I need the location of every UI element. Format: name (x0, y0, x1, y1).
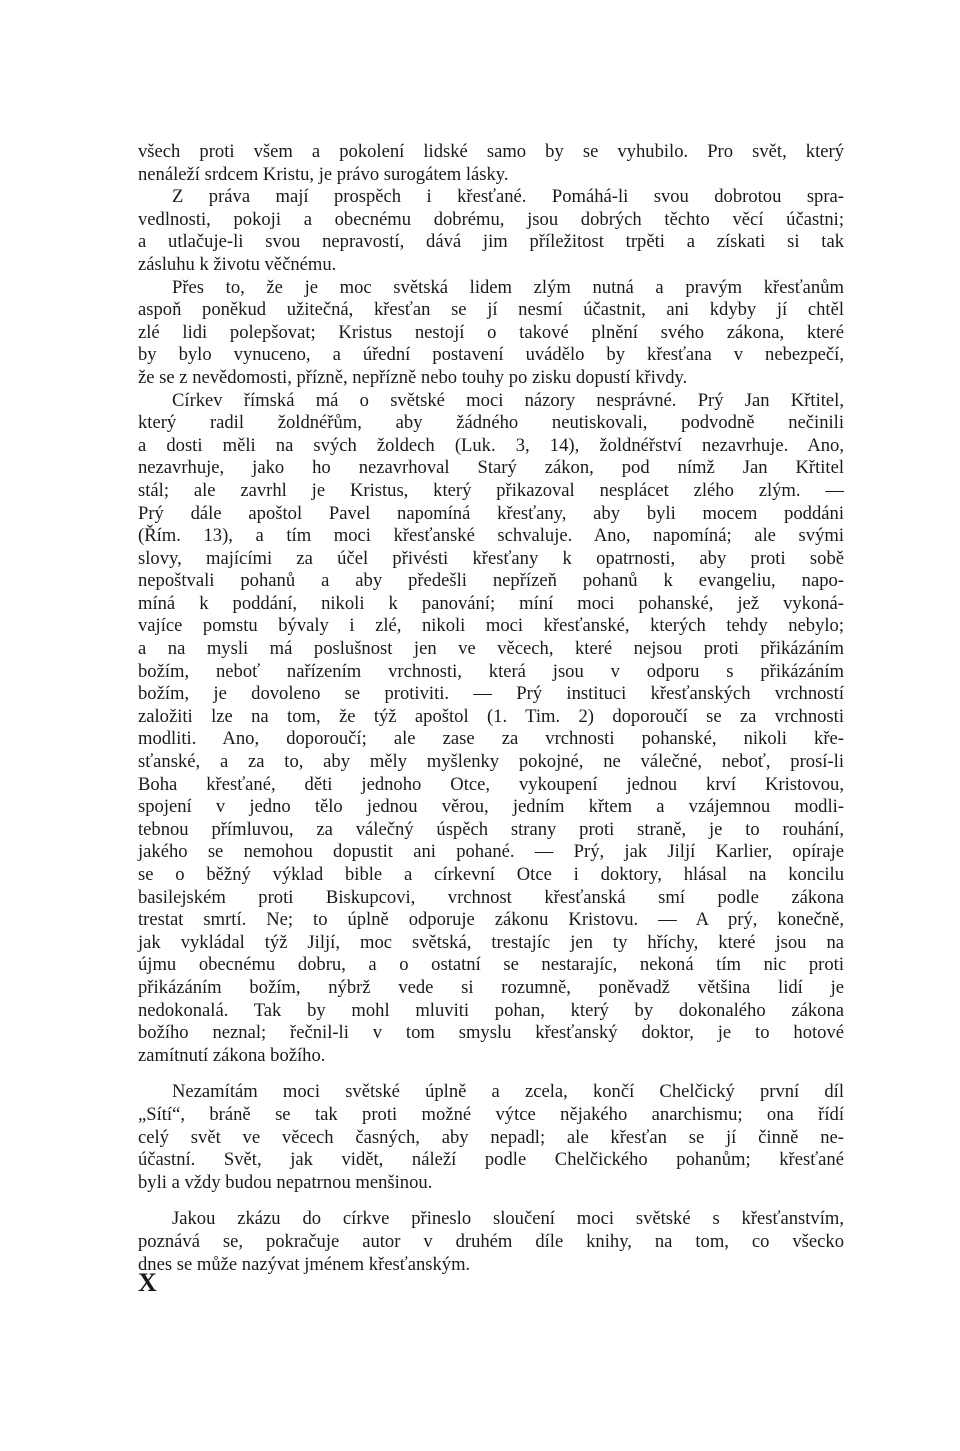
text-line: nepoštvali pohanů a aby předešli nepřízeň pohanů k evangeliu, napo- (138, 570, 844, 592)
text-line: jak vykládal týž Jiljí, moc světská, trestajíc jen ty hříchy, které jsou na (138, 931, 844, 953)
text-line: celý svět ve věcech časných, aby nepadl; ale křesťan se jí činně ne- (138, 1126, 844, 1148)
text-line: Jakou zkázu do církve přineslo sloučení moci světské s křesťanstvím, (172, 1208, 844, 1230)
text-line: zamítnutí zákona božího. (138, 1044, 326, 1066)
text-line: přikázáním božím, nýbrž vede si rozumně, poněvadž většina lidí je (138, 976, 844, 998)
text-line: nedokonalá. Tak by mohl mluviti pohan, který by dokonalého zákona (138, 999, 844, 1021)
text-line: spojení v jedno tělo jednou věrou, jedním křtem a vzájemnou modli- (138, 796, 844, 818)
text-line: božím, je dovoleno se protiviti. — Prý instituci křesťanských vrchností (138, 683, 844, 705)
text-line: založiti lze na tom, že týž apoštol (1. Tim. 2) doporoučí se za vrchnosti (138, 705, 844, 727)
text-line: Nezamítám moci světské úplně a zcela, končí Chelčický první díl (172, 1081, 844, 1103)
text-line: božího neznal; řečnil-li v tom smyslu křesťanský doktor, je to hotové (138, 1022, 844, 1044)
paragraph (138, 1081, 844, 1194)
text-line: Prý dále apoštol Pavel napomíná křesťany, aby byli mocem poddáni (138, 502, 844, 524)
text-line: trestat smrtí. Ne; to úplně odporuje zákonu Kristovu. — A prý, konečně, (138, 909, 844, 931)
text-line: újmu obecnému dobru, a o ostatní se nestarajíc, nekoná tím nic proti (138, 954, 844, 976)
paragraph-gap (138, 1194, 844, 1208)
paragraph (138, 141, 844, 186)
text-line: tebnou přímluvou, za válečný úspěch strany proti straně, je to rouhání, (138, 818, 844, 840)
text-line: Přes to, že je moc světská lidem zlým nutná a pravým křesťanům (172, 276, 844, 298)
text-line: dnes se může nazývat jménem křesťanským. (138, 1253, 471, 1275)
text-line: se o běžný výklad bible a církevní Otce i doktory, hlásal na koncilu (138, 864, 844, 885)
text-line: aspoň poněkud užitečná, křesťan se jí nesmí účastnit, ani kdyby jí chtěl (138, 299, 844, 321)
text-line: by bylo vynuceno, a úřední postavení uvádělo by křesťana v nebezpečí, (138, 344, 844, 366)
paragraph-gap (138, 1067, 844, 1081)
paragraph (138, 277, 844, 390)
text-line: vedlnosti, pokoji a obecnému dobrému, jsou dobrých těchto věcí účastni; (138, 208, 844, 230)
text-line: stál; ale zavrhl je Kristus, který přikazoval nesplácet zlého zlým. — (138, 479, 844, 501)
text-line: sťanské, a za to, aby měly myšlenky pokojné, ne válečné, neboť, prosí-li (138, 751, 844, 773)
text-line: Církev římská má o světské moci názory nesprávné. Prý Jan Křtitel, (172, 389, 844, 411)
text-line: všech proti všem a pokolení lidské samo by se vyhubilo. Pro svět, který (138, 141, 844, 162)
text-line: Boha křesťané, děti jednoho Otce, vykoupení jednou krví Kristovou, (138, 773, 844, 795)
text-line: a utlačuje-li svou nepravostí, dává jim příležitost trpěti a získati si tak (138, 231, 844, 253)
text-line: Z práva mají prospěch i křesťané. Pomáhá-li svou dobrotou spra- (172, 186, 844, 208)
text-line: basilejském proti Biskupcovi, vrchnost křesťanská smí podle zákona (138, 886, 844, 908)
text-line: a na mysli má poslušnost jen ve věcech, které nejsou proti přikázáním (138, 638, 844, 660)
paragraph (138, 186, 844, 276)
text-line: jakého se nemohou dopustit ani pohané. — Prý, jak Jiljí Karlier, opíraje (138, 841, 844, 863)
page-number: X (138, 1268, 158, 1297)
body-text (138, 141, 844, 1276)
text-line: byli a vždy budou nepatrnou menšinou. (138, 1171, 433, 1193)
text-line: poznává se, pokračuje autor v druhém díle knihy, na tom, co všecko (138, 1230, 844, 1252)
text-line: „Sítí“, bráně se tak proti možné výtce nějakého anarchismu; ona řídí (138, 1103, 844, 1125)
text-line: (Řím. 13), a tím moci křesťanské schvaluje. Ano, napomíná; ale svými (138, 525, 844, 547)
text-line: a dosti měli na svých žoldech (Luk. 3, 14), žoldnéřství nezavrhuje. Ano, (138, 434, 844, 456)
text-line: božím, neboť nařízením vrchnosti, která jsou v odporu s přikázáním (138, 660, 844, 682)
paragraph (138, 390, 844, 1068)
text-line: že se z nevědomosti, přízně, nepřízně nebo touhy po zisku dopustí křivdy. (138, 366, 688, 388)
text-line: míná k poddání, nikoli k panování; míní moci pohanské, jež vykoná- (138, 592, 844, 614)
text-line: účastní. Svět, jak vidět, náleží podle Chelčického pohanům; křesťané (138, 1149, 844, 1171)
text-line: modliti. Ano, doporoučí; ale zase za vrchnosti pohanské, nikoli kře- (138, 728, 844, 750)
text-line: nezavrhuje, jako ho nezavrhoval Starý zákon, pod nímž Jan Křtitel (138, 457, 844, 479)
text-line: zásluhu k životu věčnému. (138, 253, 337, 275)
text-line: slovy, majícími za účel přivésti křesťany k opatrnosti, aby proti sobě (138, 547, 844, 569)
text-line: který radil žoldnéřům, aby žádného neutiskovali, podvodně nečinili (138, 412, 844, 434)
text-line: zlé lidi polepšovat; Kristus nestojí o takové plnění svého zákona, které (138, 321, 844, 343)
paragraph (138, 1208, 844, 1276)
text-line: vajíce pomstu bývaly i zlé, nikoli moci křesťanské, kterých tehdy nebylo; (138, 615, 844, 637)
text-line: nenáleží srdcem Kristu, je právo surogátem lásky. (138, 163, 509, 185)
